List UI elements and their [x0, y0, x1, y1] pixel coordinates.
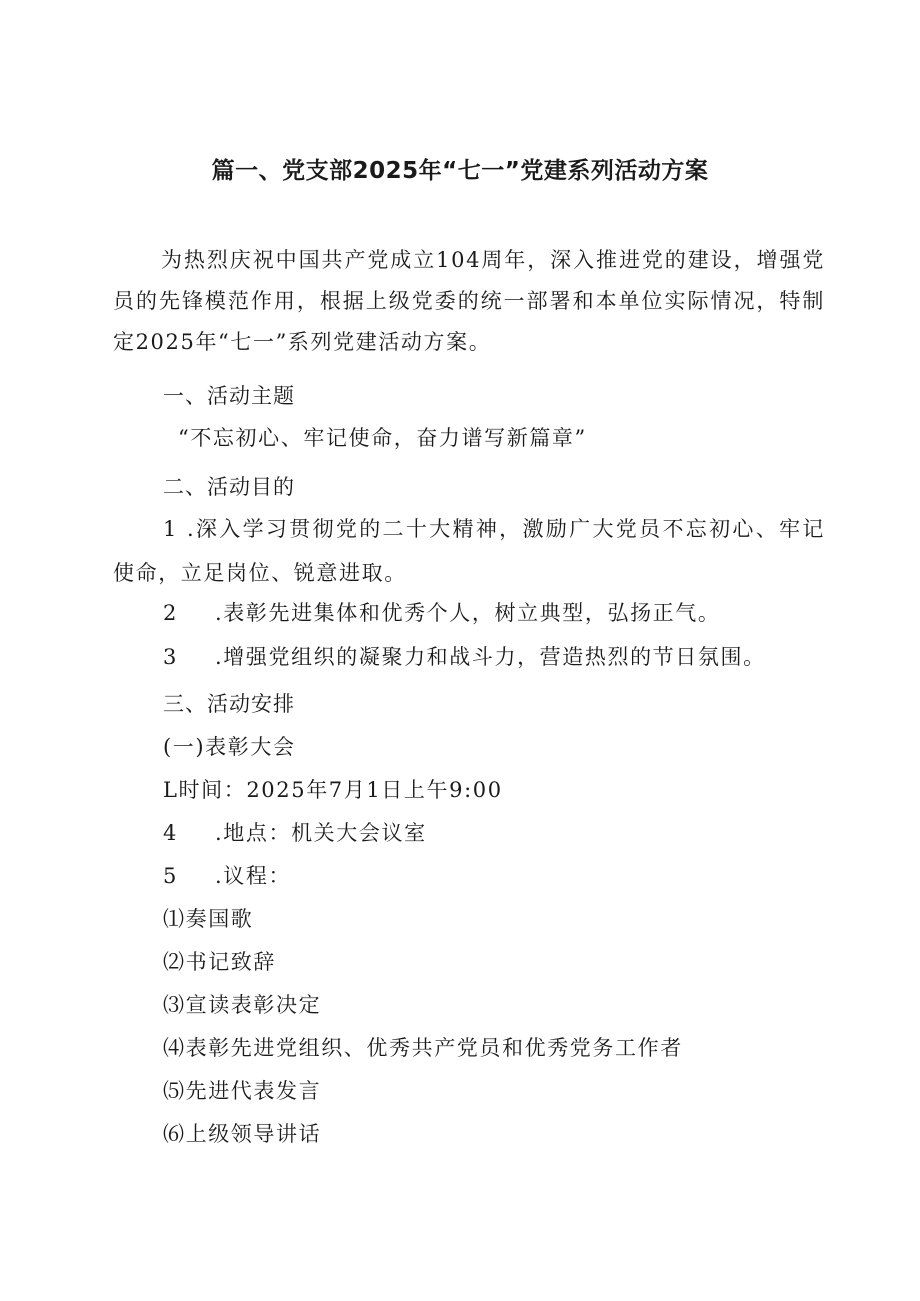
item-number: 5 [163, 864, 178, 888]
agenda-item: ⑵书记致辞 [163, 950, 276, 974]
intro-paragraph: 为热烈庆祝中国共产党成立104周年，深入推进党的建设，增强党员的先锋模范作用，根据上级党委的统一部署和本单位实际情况，特制定2025年“七一”系列党建活动方案。 [113, 248, 825, 354]
section2-item2 [163, 598, 720, 628]
meeting-time: L时间：2025年7月1日上午9:00 [163, 778, 503, 802]
item-number: 2 [163, 601, 178, 625]
item-number: 3 [163, 645, 178, 669]
agenda-item: ⑶宣读表彰决定 [163, 993, 322, 1017]
agenda-item: ⑹上级领导讲话 [163, 1122, 322, 1146]
item-text: .表彰先进集体和优秀个人，树立典型，弘扬正气。 [215, 601, 721, 625]
item-text: .地点：机关大会议室 [215, 821, 427, 845]
item-number: 4 [163, 821, 178, 845]
document-title: 篇一、党支部2025年“七一”党建系列活动方案 [211, 158, 709, 184]
item-text: .议程： [215, 864, 292, 888]
section1-heading: 一、活动主题 [163, 384, 295, 408]
meeting-place [163, 818, 427, 848]
agenda-item: ⑸先进代表发言 [163, 1079, 322, 1103]
section2-heading: 二、活动目的 [163, 475, 295, 499]
agenda-item: ⑷表彰先进党组织、优秀共产党员和优秀党务工作者 [163, 1036, 683, 1060]
section2-item1: 1 .深入学习贯彻党的二十大精神，激励广大党员不忘初心、牢记使命，立足岗位、锐意进取。 [113, 517, 825, 585]
agenda-item: ⑴奏国歌 [163, 907, 254, 931]
section2-item3 [163, 642, 766, 672]
section3-sub1: (一)表彰大会 [163, 735, 296, 759]
section3-heading: 三、活动安排 [163, 692, 295, 716]
item-text: .增强党组织的凝聚力和战斗力，营造热烈的节日氛围。 [215, 645, 766, 669]
section1-theme: “不忘初心、牢记使命，奋力谱写新篇章” [178, 426, 587, 450]
meeting-agenda-label [163, 861, 291, 891]
